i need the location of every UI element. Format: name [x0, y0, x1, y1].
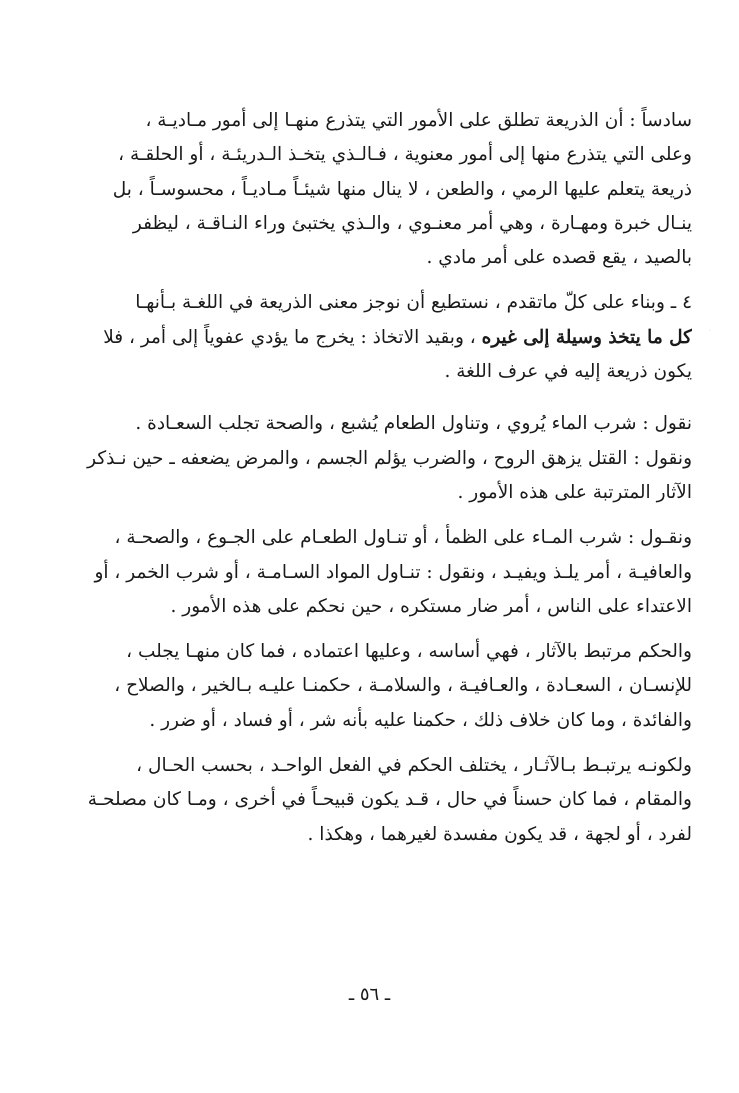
- paragraph-judgment: [86, 521, 692, 624]
- document-page: [86, 104, 692, 852]
- text-line: [86, 321, 692, 355]
- text-line: ينـال خبرة ومهـارة ، وهي أمر معنـوي ، والـذي يختبئ وراء النـاقـة ، ليظفر: [132, 212, 692, 234]
- paragraph-context: [86, 749, 692, 852]
- text-line: يكون ذريعة إليه في عرف اللغة .: [444, 361, 692, 383]
- scan-mark: [710, 330, 718, 348]
- text-line: للإنسـان ، السعـادة ، والعـافيـة ، والسلامـة ، حكمنـا عليـه بـالخير ، والصلاح ،: [114, 675, 692, 697]
- text-line: نقول : شرب الماء يُروي ، وتناول الطعام يُشبع ، والصحة تجلب السعـادة .: [135, 413, 692, 435]
- text-line: وعلى التي يتذرع منها إلى أمور معنوية ، فـالـذي يتخـذ الـدريئـة ، أو الحلقـة ،: [118, 144, 692, 166]
- text-line: ونقـول : شرب المـاء على الظمأ ، أو تنـاول الطعـام على الجـوع ، والصحـة ،: [114, 527, 692, 549]
- paragraph-sixth-point: [86, 104, 692, 275]
- text-line: ونقول : القتل يزهق الروح ، والضرب يؤلم الجسم ، والمرض يضعفه ـ حين نـذكر: [87, 447, 692, 469]
- text-fragment: ، وبقيد الاتخاذ : يخرج ما يؤدي عفوياً إلى أمر ، فلا: [103, 326, 482, 348]
- text-line: بالصيد ، يقع قصده على أمر مادي .: [426, 247, 692, 269]
- text-line: والمقام ، فما كان حسناً في حال ، قـد يكون قبيحـاً في أخرى ، ومـا كان مصلحـة: [87, 789, 692, 811]
- text-line: والحكم مرتبط بالآثار ، فهي أساسه ، وعليها اعتماده ، فما كان منهـا يجلب ،: [126, 641, 692, 663]
- bold-definition: كل ما يتخذ وسيلة إلى غيره: [481, 326, 692, 348]
- text-line: لفرد ، أو لجهة ، قد يكون مفسدة لغيرهما ، وهكذا .: [307, 823, 692, 845]
- text-line: ٤ ـ وبناء على كلّ ماتقدم ، نستطيع أن نوجز معنى الذريعة في اللغـة بـأنهـا: [135, 292, 692, 314]
- text-line: ذريعة يتعلم عليها الرمي ، والطعن ، لا ينال منها شيئـاً مـاديـاً ، محسوسـاً ، بل: [112, 178, 692, 200]
- text-line: الآثار المترتبة على هذه الأمور .: [457, 481, 692, 503]
- text-line: الاعتداء على الناس ، أمر ضار مستكره ، حين نحكم على هذه الأمور .: [170, 595, 692, 617]
- paragraph-point-four: [86, 286, 692, 389]
- page-number: ـ ٥٦ ـ: [348, 984, 391, 1005]
- paragraph-examples: [86, 407, 692, 510]
- paragraph-ruling: [86, 635, 692, 738]
- text-line: ولكونـه يرتبـط بـالآثـار ، يختلف الحكم في الفعل الواحـد ، بحسب الحـال ،: [136, 755, 692, 777]
- text-line: والعافيـة ، أمر يلـذ ويفيـد ، ونقول : تنـاول المواد السـامـة ، أو شرب الخمر ، أو: [94, 561, 692, 583]
- text-line: سادساً : أن الذريعة تطلق على الأمور التي يتذرع منهـا إلى أمور مـاديـة ،: [145, 110, 692, 131]
- text-line: والفائدة ، وما كان خلاف ذلك ، حكمنا عليه بأنه شر ، أو فساد ، أو ضرر .: [149, 709, 692, 731]
